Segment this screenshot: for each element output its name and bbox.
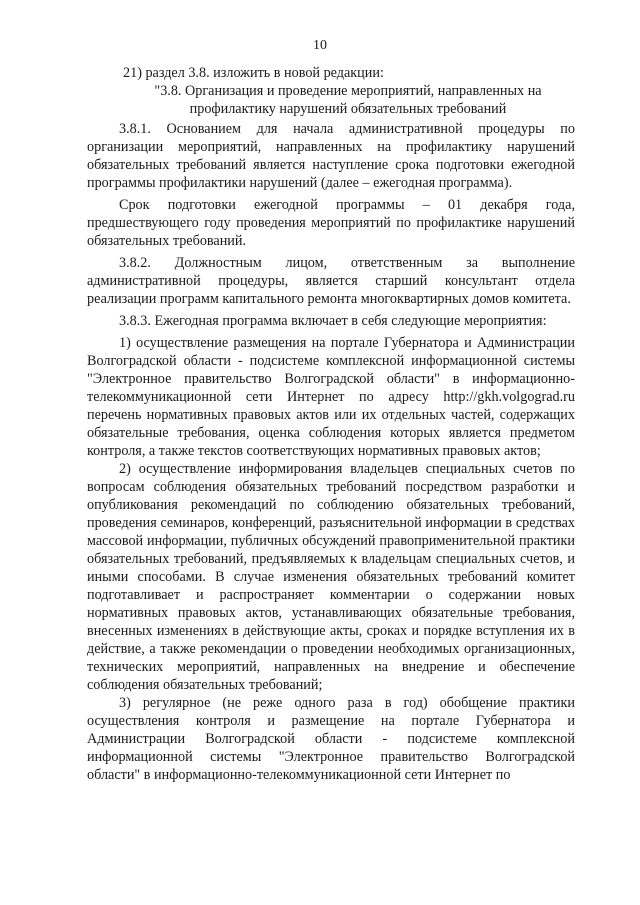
list-item-1: 1) осуществление размещения на портале Губернатора и Администрации Волгоградской области - подсистеме комплексной информационной системы "Электронное правительство Волгоградской области" в информационно-телекоммуникационной сети Интернет по адресу http://gkh.volgograd.ru перечень нормативных правовых актов или их отдельных частей, содержащих обязательные требования, оценка соблюдения которых является предметом контроля, а также текстов соответствующих нормативных правовых актов; — [87, 335, 575, 459]
amendment-item-21: 21) раздел 3.8. изложить в новой редакции: — [123, 65, 384, 81]
section-heading: "3.8. Организация и проведение мероприятий, направленных на профилактику нарушений обязательных требований — [154, 83, 542, 117]
list-item-3: 3) регулярное (не реже одного раза в год) обобщение практики осуществления контроля и размещение на портале Губернатора и Администрации Волгоградской области - подсистеме комплексной информационной системы "Электронное правительство Волгоградской области" в информационно-телекоммуникационной сети Интернет по — [87, 695, 575, 783]
list-item-2: 2) осуществление информирования владельцев специальных счетов по вопросам соблюдения обязательных требований посредством разработки и опубликования рекомендаций по соблюдению обязательных требований, проведения семинаров, конференций, разъяснительной информации в средствах массовой информации, публичных обсуждений правоприменительной практики обязательных требований, предъявляемых к владельцам специальных счетов, и иными способами. В случае изменения обязательных требований комитет подготавливает и распространяет комментарии о содержании новых нормативных правовых актов, устанавливающих обязательные требования, внесенных изменениях в действующие акты, сроках и порядке вступления их в действие, а также рекомендации о проведении необходимых организационных, технических мероприятий, направленных на внедрение и обеспечение соблюдения обязательных требований; — [87, 461, 575, 693]
paragraph-3-8-1: 3.8.1. Основанием для начала административной процедуры по организации мероприятий, направленных на профилактику нарушений обязательных требований является наступление срока подготовки ежегодной программы профилактики нарушений (далее – ежегодная программа). — [87, 121, 575, 191]
paragraph-deadline: Срок подготовки ежегодной программы – 01 декабря года, предшествующего году проведения мероприятий по профилактике нарушений обязательных требований. — [87, 197, 575, 249]
document-body — [87, 64, 575, 784]
page-number: 10 — [313, 38, 327, 53]
paragraph-3-8-3: 3.8.3. Ежегодная программа включает в себя следующие мероприятия: — [119, 313, 547, 329]
paragraph-3-8-2: 3.8.2. Должностным лицом, ответственным за выполнение административной процедуры, является старший консультант отдела реализации программ капитального ремонта многоквартирных домов комитета. — [87, 255, 575, 307]
